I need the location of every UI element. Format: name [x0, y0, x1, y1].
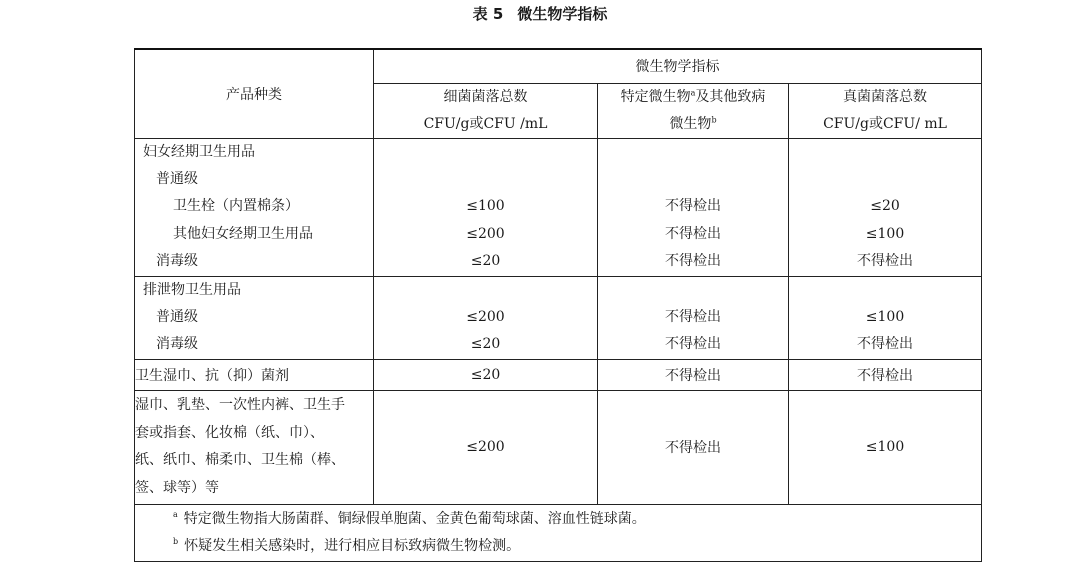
category-label: 消毒级: [156, 253, 198, 270]
value-cell: 不得检出: [665, 253, 721, 270]
category-label: 消毒级: [156, 336, 198, 353]
bacteria-values: [374, 138, 598, 276]
footnote-ref-a: a: [690, 87, 696, 97]
category-label: 卫生湿巾、抗（抑）菌剂: [135, 359, 374, 390]
value-cell: [789, 166, 981, 193]
value-cell: 不得检出: [598, 359, 789, 390]
value-cell: ≤20: [870, 198, 900, 215]
pathogen-values: [598, 138, 789, 276]
value-cell: ≤100: [789, 390, 982, 504]
header-group: [374, 49, 982, 83]
value-cell: ≤20: [374, 359, 598, 390]
value-cell: [789, 277, 981, 304]
category-label: 卫生栓（内置棉条）: [173, 198, 299, 215]
table-number: 表 5: [472, 5, 504, 23]
header-fungi: [789, 83, 982, 138]
pathogen-values: [598, 276, 789, 359]
header-product-type: [135, 49, 374, 138]
footnote-marker: b: [173, 537, 179, 547]
category-cell: [135, 138, 374, 276]
value-cell: ≤200: [374, 390, 598, 504]
category-label-line: 套或指套、化妆棉（纸、巾）、: [135, 424, 324, 441]
value-cell: 不得检出: [665, 225, 721, 242]
category-cell: [135, 390, 374, 504]
header-product-type-text: 产品种类: [226, 86, 282, 103]
header-group-text: 微生物学指标: [635, 59, 720, 76]
value-cell: ≤100: [466, 198, 505, 215]
footnote-b: [135, 533, 981, 560]
bacteria-values: [374, 276, 598, 359]
footnote-ref-b: b: [711, 114, 717, 124]
value-cell: 不得检出: [665, 308, 721, 325]
header-pathogens-post: 及其他致病: [695, 88, 766, 105]
value-cell: [374, 277, 597, 304]
value-cell: 不得检出: [857, 253, 913, 270]
category-cell: [135, 276, 374, 359]
header-pathogens-pre: 特定微生物: [620, 88, 691, 105]
table-row: [135, 359, 982, 390]
category-label: 普通级: [156, 170, 198, 187]
value-cell: ≤100: [865, 225, 905, 242]
header-bacteria-line2: CFU/g或CFU /mL: [423, 115, 548, 132]
category-label: 排泄物卫生用品: [143, 281, 241, 298]
value-cell: 不得检出: [665, 198, 721, 215]
value-cell: [374, 139, 597, 166]
header-fungi-line2: CFU/g或CFU/ mL: [823, 115, 947, 132]
value-cell: 不得检出: [598, 390, 789, 504]
table-row: [135, 390, 982, 504]
value-cell: [598, 277, 788, 304]
value-cell: 不得检出: [857, 336, 913, 353]
header-pathogens-line1: [598, 84, 788, 111]
fungi-values: [789, 138, 982, 276]
value-cell: ≤200: [466, 308, 505, 325]
footnote-text: 特定微生物指大肠菌群、铜绿假单胞菌、金黄色葡萄球菌、溶血性链球菌。: [183, 510, 646, 527]
table-caption: [0, 2, 1080, 26]
value-cell: ≤100: [865, 308, 905, 325]
value-cell: ≤20: [470, 253, 501, 270]
category-label-line: 签、球等）等: [135, 479, 219, 496]
footnote-text: 怀疑发生相关感染时，进行相应目标致病微生物检测。: [184, 537, 521, 554]
category-label: 普通级: [156, 308, 198, 325]
header-bacteria: [374, 83, 598, 138]
category-label-line: 纸、纸巾、棉柔巾、卫生棉（棒、: [135, 452, 345, 469]
value-cell: ≤200: [466, 225, 505, 242]
header-fungi-line1: 真菌菌落总数: [843, 88, 927, 105]
header-pathogens-line2: [598, 111, 788, 138]
value-cell: [789, 139, 981, 166]
category-label: 妇女经期卫生用品: [143, 143, 255, 160]
microbiology-table: [134, 48, 982, 562]
header-pathogens-line2-text: 微生物: [669, 115, 712, 132]
category-label-line: 湿巾、乳垫、一次性内裤、卫生手: [135, 397, 345, 414]
header-pathogens: [598, 83, 789, 138]
table-title: 微生物学指标: [517, 5, 608, 23]
table-row: [135, 138, 982, 276]
table-notes: [135, 504, 982, 561]
value-cell: ≤20: [470, 336, 501, 353]
category-label: 其他妇女经期卫生用品: [173, 225, 313, 242]
value-cell: [598, 166, 788, 193]
footnote-marker: a: [173, 510, 178, 520]
value-cell: [598, 139, 788, 166]
value-cell: 不得检出: [789, 359, 982, 390]
fungi-values: [789, 276, 982, 359]
value-cell: 不得检出: [665, 336, 721, 353]
table-row: [135, 276, 982, 359]
value-cell: [374, 166, 597, 193]
header-bacteria-line1: 细菌菌落总数: [443, 88, 528, 105]
footnote-a: [135, 506, 981, 533]
